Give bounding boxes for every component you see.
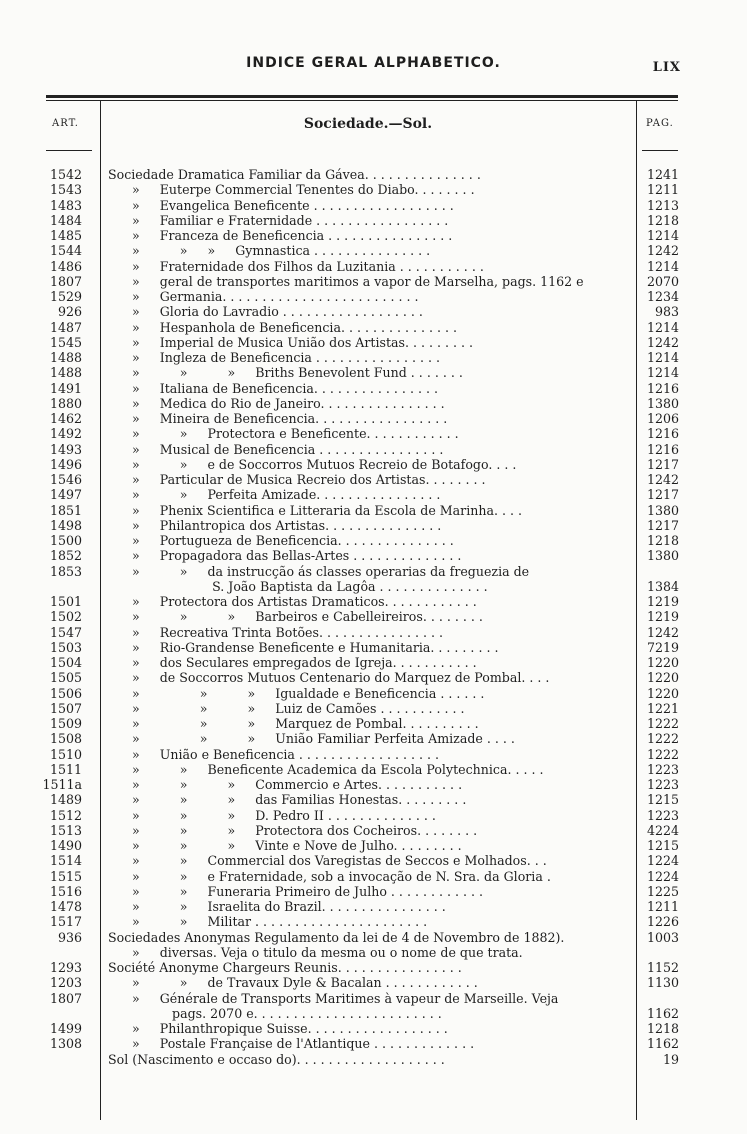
art-number: 1529 [49, 289, 82, 304]
art-number: 1483 [49, 197, 82, 213]
art-number: 1500 [49, 533, 82, 548]
page-ref: 1224 [646, 853, 679, 869]
page-ref: 1217 [646, 517, 679, 533]
art-number: 1511a [42, 777, 82, 792]
index-row [0, 747, 747, 763]
art-number: 1503 [49, 639, 82, 655]
index-row [0, 167, 747, 183]
entry-text: » Recreativa Trinta Botões. . . . . . . . . . . . . . . . [108, 624, 444, 640]
index-row [0, 304, 747, 320]
art-number: 1545 [49, 334, 82, 350]
entry-text: » Protectora dos Artistas Dramaticos. . . . . . . . . . . . [108, 594, 477, 609]
page-ref: 1213 [646, 197, 679, 213]
entry-text: » Italiana de Beneficencia. . . . . . . . . . . . . . . . [108, 380, 438, 396]
entry-text: » Musical de Beneficencia . . . . . . . . . . . . . . . . [108, 441, 444, 457]
index-row [0, 335, 747, 351]
entry-text: » » » Briths Benevolent Fund . . . . . . . [108, 365, 463, 381]
entry-text: » » Protectora e Beneficente. . . . . . . . . . . . [108, 426, 459, 442]
entry-text: » dos Seculares empregados de Igreja. . . . . . . . . . . [108, 655, 477, 670]
entry-text: » União e Beneficencia . . . . . . . . . . . . . . . . . . [108, 746, 440, 762]
page-ref: 1220 [646, 685, 679, 701]
index-row [0, 243, 747, 259]
page-ref: 1162 [646, 1005, 679, 1021]
page-ref: 1130 [646, 975, 679, 991]
art-number: 1513 [49, 822, 82, 838]
art-number: 1486 [49, 258, 82, 274]
page-ref: 1162 [646, 1036, 679, 1052]
index-row [0, 487, 747, 503]
entry-text: » Mineira de Beneficencia. . . . . . . . . . . . . . . . . [108, 411, 448, 426]
index-row [0, 838, 747, 854]
page-ref: 1003 [646, 929, 679, 945]
art-number: 1807 [49, 273, 82, 289]
index-row [0, 396, 747, 412]
index-row [0, 1021, 747, 1037]
page-ref: 1380 [646, 395, 679, 411]
page-ref: 1214 [646, 258, 679, 274]
index-row [0, 533, 747, 549]
art-number: 1512 [49, 807, 82, 823]
index-row [0, 1052, 747, 1068]
index-row [0, 991, 747, 1007]
index-row [0, 472, 747, 488]
index-row [0, 792, 747, 808]
index-row [0, 320, 747, 336]
entry-text: » » de Travaux Dyle & Bacalan . . . . . . . . . . . . [108, 975, 478, 991]
entry-text: » » Israelita do Brazil. . . . . . . . . . . . . . . . [108, 899, 446, 914]
header-rule-thin [46, 100, 678, 101]
page-ref: 1225 [646, 883, 679, 899]
index-row [0, 899, 747, 915]
art-number: 1517 [49, 914, 82, 930]
art-number: 1514 [49, 853, 82, 869]
entry-text: » » » das Familias Honestas. . . . . . . . . [108, 792, 467, 808]
entry-text: » Germania. . . . . . . . . . . . . . . . . . . . . . . . . [108, 289, 419, 304]
art-number: 1853 [49, 563, 82, 579]
art-number: 1478 [49, 899, 82, 914]
art-number: 1852 [49, 548, 82, 564]
art-number: 1491 [49, 380, 82, 396]
index-row [0, 625, 747, 641]
page-ref: 1218 [646, 212, 679, 228]
entry-text: » » » Igualdade e Beneficencia . . . . . . [108, 685, 485, 701]
page-ref: 1218 [646, 533, 679, 548]
entry-text: » Familiar e Fraternidade . . . . . . . . . . . . . . . . . [108, 212, 449, 228]
page-ref: 1152 [646, 960, 679, 975]
entry-text: » » Commercial dos Varegistas de Seccos e Molhados. . . [108, 853, 547, 869]
art-number: 1509 [49, 716, 82, 731]
entry-text: » » » Barbeiros e Cabelleireiros. . . . . . . . [108, 609, 483, 625]
index-row [0, 914, 747, 930]
entry-text: » de Soccorros Mutuos Centenario do Marquez de Pombal. . . . [108, 670, 550, 686]
art-number: 1489 [49, 792, 82, 808]
entry-text: » » » Gymnastica . . . . . . . . . . . . . . . [108, 243, 431, 259]
page-ref: 1380 [646, 502, 679, 518]
entry-text: » Postale Française de l'Atlantique . . . . . . . . . . . . . [108, 1036, 475, 1052]
art-number: 1504 [49, 655, 82, 670]
entry-text: » » » União Familiar Perfeita Amizade . . . . [108, 731, 515, 747]
entry-text: » Ingleza de Beneficencia . . . . . . . . . . . . . . . . [108, 350, 441, 365]
page-ref: 1223 [646, 761, 679, 777]
page-ref: 1214 [646, 365, 679, 381]
entry-text: » Phenix Scientifica e Litteraria da Escola de Marinha. . . . [108, 502, 522, 518]
page-ref: 1242 [646, 243, 679, 259]
entry-text: » Fraternidade dos Filhos da Luzitania . . . . . . . . . . . [108, 258, 484, 274]
art-number: 1502 [49, 609, 82, 625]
index-row [0, 564, 747, 580]
art-number: 1462 [49, 411, 82, 426]
page-ref: 1211 [646, 899, 679, 914]
page-ref: 1226 [646, 914, 679, 930]
entry-text: » » » Commercio e Artes. . . . . . . . . . . [108, 777, 463, 792]
page-ref: 1219 [646, 609, 679, 625]
index-row [0, 228, 747, 244]
art-number: 1547 [49, 624, 82, 640]
entry-text: » » » Protectora dos Cocheiros. . . . . . . . [108, 822, 478, 838]
index-row [0, 289, 747, 305]
page-ref: 1234 [646, 289, 679, 304]
art-number: 1293 [49, 960, 82, 975]
art-number: 1488 [49, 350, 82, 365]
index-row [0, 975, 747, 991]
index-row [0, 579, 747, 595]
entry-text: » » » Luiz de Camões . . . . . . . . . . . [108, 700, 465, 716]
entry-text: » Evangelica Beneficente . . . . . . . . . . . . . . . . . . [108, 197, 454, 213]
art-number: 936 [57, 929, 82, 945]
index-row [0, 198, 747, 214]
entry-text: » » » Marquez de Pombal. . . . . . . . . . [108, 716, 479, 731]
page-number: LIX [652, 60, 681, 75]
art-number: 1508 [49, 731, 82, 747]
index-row [0, 350, 747, 366]
index-row [0, 457, 747, 473]
entry-text: Société Anonyme Chargeurs Reunis. . . . . . . . . . . . . . . . [108, 960, 462, 975]
page-ref: 1223 [646, 777, 679, 792]
art-number: 1501 [49, 594, 82, 609]
index-row [0, 426, 747, 442]
index-row [0, 670, 747, 686]
art-number: 1498 [49, 517, 82, 533]
index-row [0, 640, 747, 656]
entry-text: » Imperial de Musica União dos Artistas. . . . . . . . . [108, 334, 474, 350]
art-number: 1203 [49, 975, 82, 991]
art-number: 1485 [49, 228, 82, 243]
page-ref: 1218 [646, 1021, 679, 1036]
art-number: 1506 [49, 685, 82, 701]
index-row [0, 869, 747, 885]
page-ref: 2070 [646, 273, 679, 289]
page-ref: 1216 [646, 426, 679, 442]
index-row [0, 808, 747, 824]
index-row [0, 594, 747, 610]
page-ref: 1214 [646, 319, 679, 335]
page-ref: 1222 [646, 746, 679, 762]
art-number: 1851 [49, 502, 82, 518]
index-row [0, 609, 747, 625]
page-ref: 1217 [646, 487, 679, 503]
page-ref: 1215 [646, 838, 679, 853]
index-row [0, 823, 747, 839]
entry-text: » » e de Soccorros Mutuos Recreio de Botafogo. . . . [108, 456, 517, 472]
index-row [0, 930, 747, 946]
page-ref: 1220 [646, 670, 679, 686]
index-row [0, 182, 747, 198]
entry-text: » Rio-Grandense Beneficente e Humanitaria. . . . . . . . . [108, 639, 499, 655]
page-ref: 1242 [646, 472, 679, 487]
index-row [0, 503, 747, 519]
art-number: 1516 [49, 883, 82, 899]
page-ref: 1221 [646, 700, 679, 716]
index-row [0, 365, 747, 381]
page-ref: 4224 [646, 822, 679, 838]
index-row [0, 518, 747, 534]
index-row [0, 548, 747, 564]
page-header-title: INDICE GERAL ALPHABETICO. [246, 55, 501, 71]
art-number: 1484 [49, 212, 82, 228]
page-ref: 1206 [646, 411, 679, 426]
entry-text: » Hespanhola de Beneficencia. . . . . . . . . . . . . . . [108, 319, 458, 335]
page-ref: 1216 [646, 441, 679, 457]
entry-text: S. João Baptista da Lagôa . . . . . . . . . . . . . . [108, 578, 488, 594]
page-ref: 1214 [646, 350, 679, 365]
art-number: 1807 [49, 990, 82, 1006]
header-underline-pag [642, 150, 678, 151]
page-ref: 1211 [646, 182, 679, 198]
entry-text: » Medica do Rio de Janeiro. . . . . . . . . . . . . . . . [108, 395, 445, 411]
art-number: 1308 [49, 1036, 82, 1052]
entry-text: » Particular de Musica Recreio dos Artistas. . . . . . . . [108, 472, 486, 487]
entry-text: Sociedade Dramatica Familiar da Gávea. . . . . . . . . . . . . . . [108, 167, 481, 182]
index-row [0, 777, 747, 793]
column-header-title: Sociedade.—Sol. [303, 116, 433, 132]
page-ref: 1217 [646, 456, 679, 472]
entry-text: » » da instrucção ás classes operarias da freguezia de [108, 563, 530, 579]
index-row [0, 701, 747, 717]
art-number: 1490 [49, 838, 82, 853]
page-ref: 1384 [646, 578, 679, 594]
entry-text: » » Perfeita Amizade. . . . . . . . . . . . . . . . [108, 487, 441, 503]
art-number: 1515 [49, 868, 82, 884]
entry-text: » » Militar . . . . . . . . . . . . . . . . . . . . . . [108, 914, 428, 930]
page-ref: 983 [654, 304, 679, 320]
header-underline-art [46, 150, 92, 151]
entry-text: » Propagadora das Bellas-Artes . . . . . . . . . . . . . . [108, 548, 462, 564]
index-row [0, 259, 747, 275]
art-number: 1497 [49, 487, 82, 503]
page-ref: 1222 [646, 716, 679, 731]
entry-text: » » » D. Pedro II . . . . . . . . . . . . . . [108, 807, 436, 823]
index-row [0, 213, 747, 229]
index-row [0, 762, 747, 778]
art-number: 1493 [49, 441, 82, 457]
index-row [0, 274, 747, 290]
entry-text: » Portugueza de Beneficencia. . . . . . . . . . . . . . . [108, 533, 454, 548]
art-number: 1880 [49, 395, 82, 411]
header-rule-thick [46, 95, 678, 98]
entry-text: » geral de transportes maritimos a vapor de Marselha, pags. 1162 e [108, 273, 584, 289]
art-number: 1507 [49, 700, 82, 716]
art-number: 926 [57, 304, 82, 320]
entry-text: » Euterpe Commercial Tenentes do Diabo. . . . . . . . [108, 182, 475, 198]
page-ref: 1223 [646, 807, 679, 823]
page-ref: 7219 [646, 639, 679, 655]
art-number: 1499 [49, 1021, 82, 1036]
index-row [0, 731, 747, 747]
art-number: 1544 [49, 243, 82, 259]
page-ref: 1242 [646, 624, 679, 640]
column-header-art: ART. [52, 118, 79, 129]
art-number: 1487 [49, 319, 82, 335]
page-ref: 1220 [646, 655, 679, 670]
page-ref: 1214 [646, 228, 679, 243]
index-row [0, 686, 747, 702]
entry-text: » Franceza de Beneficencia . . . . . . . . . . . . . . . . [108, 228, 453, 243]
page-ref: 19 [662, 1051, 679, 1067]
page-ref: 1224 [646, 868, 679, 884]
art-number: 1510 [49, 746, 82, 762]
entry-text: Sociedades Anonymas Regulamento da lei de 4 de Novembro de 1882). [108, 929, 565, 945]
art-number: 1543 [49, 182, 82, 198]
index-row [0, 411, 747, 427]
entry-text: » Philanthropique Suisse. . . . . . . . . . . . . . . . . . [108, 1021, 448, 1036]
entry-text: » Générale de Transports Maritimes à vapeur de Marseille. Veja [108, 990, 559, 1006]
art-number: 1542 [49, 167, 82, 182]
index-row [0, 853, 747, 869]
page-ref: 1241 [646, 167, 679, 182]
entry-text: » Gloria do Lavradio . . . . . . . . . . . . . . . . . . [108, 304, 423, 320]
art-number: 1546 [49, 472, 82, 487]
art-number: 1492 [49, 426, 82, 442]
index-row [0, 442, 747, 458]
entry-text: » » » Vinte e Nove de Julho. . . . . . . . . [108, 838, 462, 853]
index-row [0, 945, 747, 961]
entry-text: » Philantropica dos Artistas. . . . . . . . . . . . . . . [108, 517, 442, 533]
page-ref: 1215 [646, 792, 679, 808]
page-ref: 1222 [646, 731, 679, 747]
index-row [0, 655, 747, 671]
page-ref: 1242 [646, 334, 679, 350]
index-row [0, 1036, 747, 1052]
entry-text: Sol (Nascimento e occaso do). . . . . . . . . . . . . . . . . . . [108, 1051, 445, 1067]
column-header-pag: PAG. [646, 118, 674, 129]
entry-text: » » e Fraternidade, sob a invocação de N. Sra. da Gloria . [108, 868, 551, 884]
art-number: 1505 [49, 670, 82, 686]
page-ref: 1380 [646, 548, 679, 564]
index-row [0, 381, 747, 397]
entry-text: » diversas. Veja o titulo da mesma ou o nome de que trata. [108, 944, 523, 960]
index-row [0, 716, 747, 732]
art-number: 1511 [49, 761, 82, 777]
entry-text: » » Funeraria Primeiro de Julho . . . . . . . . . . . . [108, 883, 484, 899]
index-row [0, 1006, 747, 1022]
art-number: 1488 [49, 365, 82, 381]
index-row [0, 960, 747, 976]
index-row [0, 884, 747, 900]
entry-text: pags. 2070 e. . . . . . . . . . . . . . . . . . . . . . . . [108, 1005, 442, 1021]
page-ref: 1216 [646, 380, 679, 396]
entry-text: » » Beneficente Academica da Escola Polytechnica. . . . . [108, 761, 544, 777]
page-ref: 1219 [646, 594, 679, 609]
art-number: 1496 [49, 456, 82, 472]
